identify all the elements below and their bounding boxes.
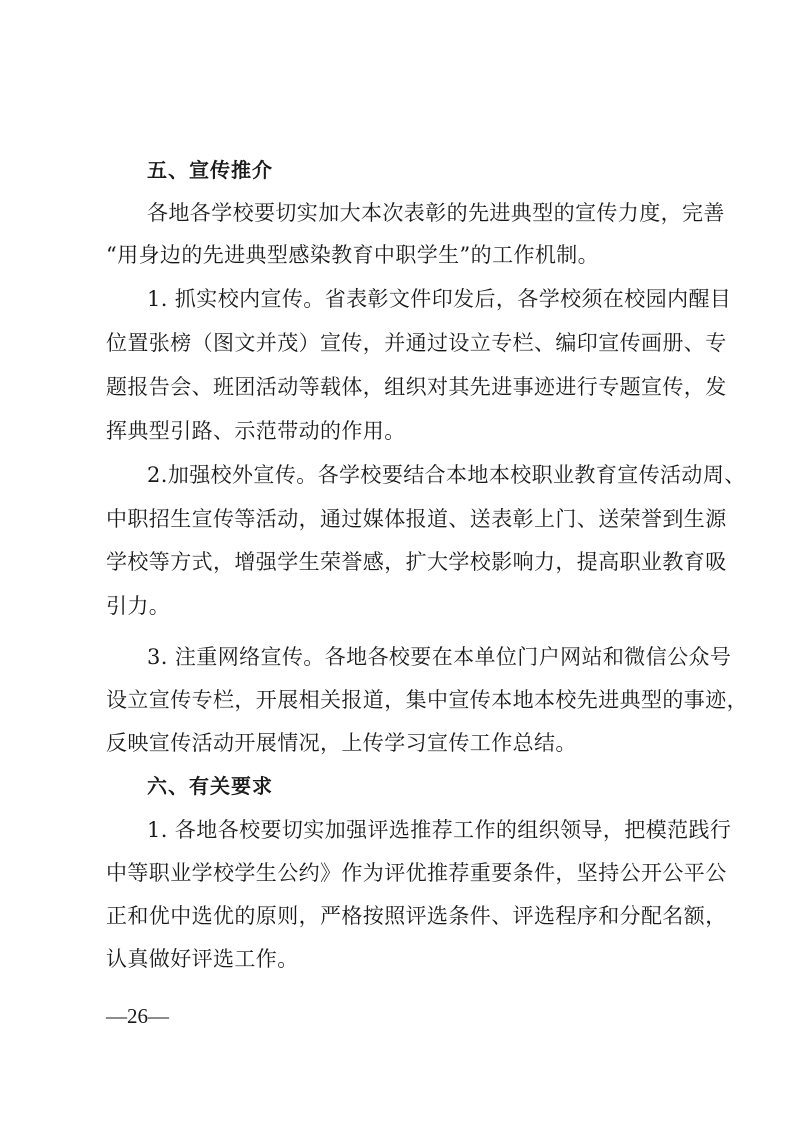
section-6-item-1-line-4: 认真做好评选工作。 xyxy=(106,947,299,971)
section-6-item-1-line-1: 1. 各地各校要切实加强评选推荐工作的组织领导，把模范践行 xyxy=(147,818,732,842)
section-5-item-2-line-4: 引力。 xyxy=(106,594,171,618)
section-5-item-1-line-1: 1. 抓实校内宣传。省表彰文件印发后，各学校须在校园内醒目 xyxy=(147,287,732,311)
page-number: —26— xyxy=(106,1004,169,1028)
section-6-item-1-line-3: 正和优中选优的原则，严格按照评选条件、评选程序和分配名额， xyxy=(106,904,727,928)
section-5-item-2-line-1: 2.加强校外宣传。各学校要结合本地本校职业教育宣传活动周、 xyxy=(147,463,746,487)
section-5-item-2-line-3: 学校等方式，增强学生荣誉感，扩大学校影响力，提高职业教育吸 xyxy=(106,550,727,574)
section-5-intro-line-2: “用身边的先进典型感染教育中职学生”的工作机制。 xyxy=(106,243,600,267)
section-6-item-1-line-2: 中等职业学校学生公约》作为评优推荐重要条件，坚持公开公平公 xyxy=(106,861,727,885)
section-5-item-3-line-1: 3. 注重网络宣传。各地各校要在本单位门户网站和微信公众号 xyxy=(147,645,732,669)
section-5-item-3-line-2: 设立宣传专栏，开展相关报道，集中宣传本地本校先进典型的事迹， xyxy=(106,688,748,712)
section-5-item-2-line-2: 中职招生宣传等活动，通过媒体报道、送表彰上门、送荣誉到生源 xyxy=(106,507,727,531)
section-5-item-1-line-4: 挥典型引路、示范带动的作用。 xyxy=(106,419,406,443)
section-5-item-1-line-2: 位置张榜（图文并茂）宣传，并通过设立专栏、编印宣传画册、专 xyxy=(106,331,727,355)
section-5-item-1-line-3: 题报告会、班团活动等载体，组织对其先进事迹进行专题宣传，发 xyxy=(106,375,727,399)
section-5-heading: 五、宣传推介 xyxy=(147,158,273,182)
section-5-item-3-line-3: 反映宣传活动开展情况，上传学习宣传工作总结。 xyxy=(106,731,577,755)
section-5-intro-line-1: 各地各学校要切实加大本次表彰的先进典型的宣传力度，完善 xyxy=(147,201,725,225)
section-6-heading: 六、有关要求 xyxy=(147,774,273,798)
